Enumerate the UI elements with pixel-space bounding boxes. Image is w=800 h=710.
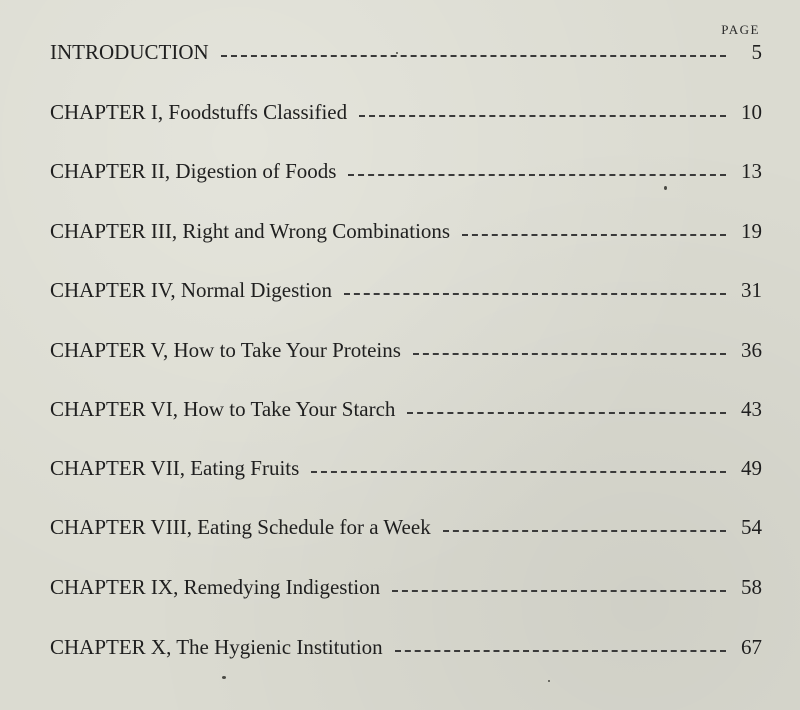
toc-entry-title: CHAPTER V, How to Take Your Proteins <box>50 338 401 362</box>
toc-entry-title: CHAPTER VIII, Eating Schedule for a Week <box>50 515 431 539</box>
toc-entry-page: 13 <box>741 159 762 183</box>
paper-speck <box>664 186 667 190</box>
toc-entry-page: 58 <box>741 575 762 599</box>
toc-entry-page: 49 <box>741 456 762 480</box>
toc-entry-chapter-3 <box>50 219 762 249</box>
toc-entry-chapter-9 <box>50 575 762 605</box>
toc-entry-chapter-10 <box>50 635 762 665</box>
toc-entry-title: CHAPTER X, The Hygienic Institution <box>50 635 383 659</box>
toc-entry-page: 31 <box>741 278 762 302</box>
paper-speck <box>222 676 226 679</box>
toc-entry-title: CHAPTER III, Right and Wrong Combinations <box>50 219 451 243</box>
page-column-heading: PAGE <box>721 22 760 37</box>
toc-entry-page: 36 <box>741 338 762 362</box>
dot-leader <box>311 471 726 473</box>
paper-speck <box>548 680 550 682</box>
toc-entry-introduction <box>50 40 762 70</box>
toc-entry-title: CHAPTER IX, Remedying Indigestion <box>50 575 381 599</box>
toc-entry-chapter-5 <box>50 338 762 368</box>
toc-entry-page: 43 <box>741 397 762 421</box>
toc-entry-chapter-2 <box>50 159 762 189</box>
toc-entry-page: 5 <box>751 40 762 64</box>
toc-entry-page: 19 <box>741 219 762 243</box>
toc-entry-page: 67 <box>741 635 762 659</box>
dot-leader <box>344 293 726 295</box>
toc-entry-page: 10 <box>741 100 762 124</box>
dot-leader <box>348 174 726 176</box>
toc-entry-chapter-8 <box>50 515 762 545</box>
dot-leader <box>462 234 726 236</box>
dot-leader <box>407 412 726 414</box>
toc-entry-title: CHAPTER VI, How to Take Your Starch <box>50 397 396 421</box>
toc-entry-title: CHAPTER IV, Normal Digestion <box>50 278 332 302</box>
toc-entry-title: INTRODUCTION <box>50 40 209 64</box>
dot-leader <box>443 530 726 532</box>
toc-entry-chapter-7 <box>50 456 762 486</box>
toc-entry-title: CHAPTER VII, Eating Fruits <box>50 456 300 480</box>
toc-entry-chapter-6 <box>50 397 762 427</box>
toc-entry-page: 54 <box>741 515 762 539</box>
dot-leader <box>395 650 726 652</box>
dot-leader <box>413 353 726 355</box>
dot-leader <box>221 55 726 57</box>
toc-entry-title: CHAPTER II, Digestion of Foods <box>50 159 337 183</box>
toc-entry-title: CHAPTER I, Foodstuffs Classified <box>50 100 348 124</box>
dot-leader <box>359 115 726 117</box>
toc-entry-chapter-4 <box>50 278 762 308</box>
paper-speck <box>396 52 398 54</box>
dot-leader <box>392 590 726 592</box>
toc-entry-chapter-1 <box>50 100 762 130</box>
